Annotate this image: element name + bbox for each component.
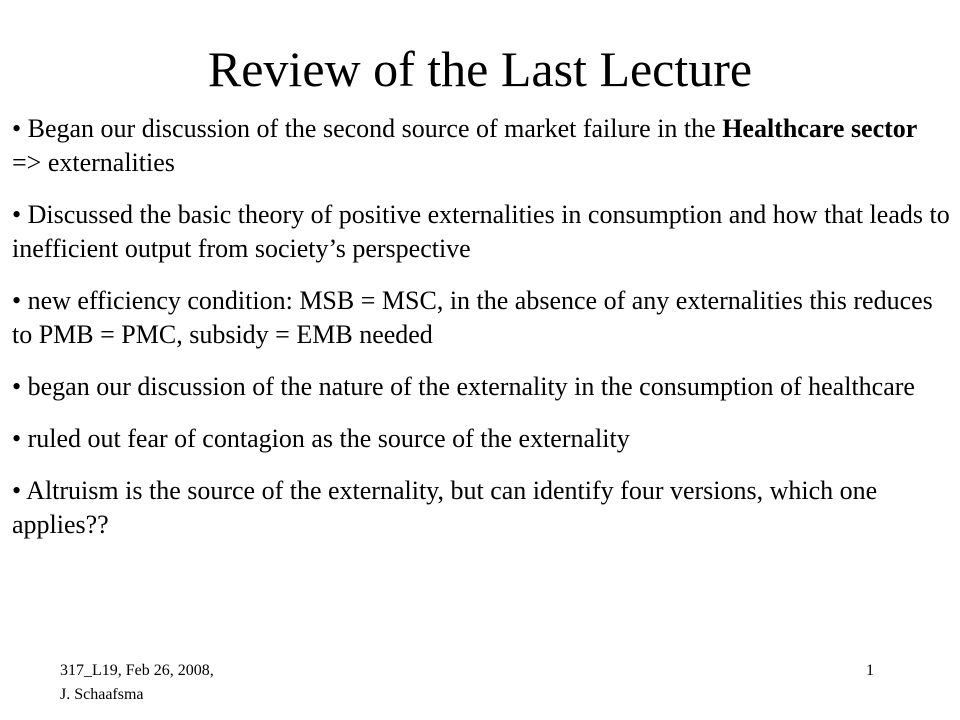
bullet-list [12, 112, 952, 560]
bullet-item-3 [12, 284, 952, 352]
bullet-5-text: ruled out fear of contagion as the source of the externality [21, 424, 630, 453]
bullet-2-text: Discussed the basic theory of positive externalities in consumption and how that leads to inefficient output from society’s perspective [12, 200, 950, 263]
bullet-1-text-end: => externalities [12, 148, 175, 177]
footer-course-info [60, 659, 214, 707]
bullet-marker: • [12, 286, 22, 315]
bullet-item-4 [12, 370, 952, 404]
bullet-marker: • [12, 372, 22, 401]
slide-title: Review of the Last Lecture [207, 41, 753, 97]
page-number: 1 [866, 662, 874, 679]
bullet-marker: • [12, 114, 22, 143]
footer-author: J. Schaafsma [60, 686, 144, 703]
bullet-4-text: began our discussion of the nature of the externality in the consumption of healthcare [21, 372, 915, 401]
bullet-1-text-start: Began our discussion of the second source of market failure in the [21, 114, 723, 143]
bullet-item-2 [12, 198, 952, 266]
bullet-1-bold-text: Healthcare sector [722, 114, 918, 143]
bullet-marker: • [12, 424, 22, 453]
bullet-item-5 [12, 422, 952, 456]
bullet-3-text: new efficiency condition: MSB = MSC, in the absence of any externalities this reduces to PMB = PMC, subsidy = EMB needed [12, 286, 933, 349]
footer-course-line: 317_L19, Feb 26, 2008, [60, 662, 214, 679]
bullet-item-1 [12, 112, 952, 180]
bullet-marker: • [12, 200, 22, 229]
bullet-marker: • [12, 476, 22, 505]
bullet-item-6 [12, 474, 952, 542]
bullet-6-text: Altruism is the source of the externality, but can identify four versions, which one applies?? [12, 476, 878, 539]
